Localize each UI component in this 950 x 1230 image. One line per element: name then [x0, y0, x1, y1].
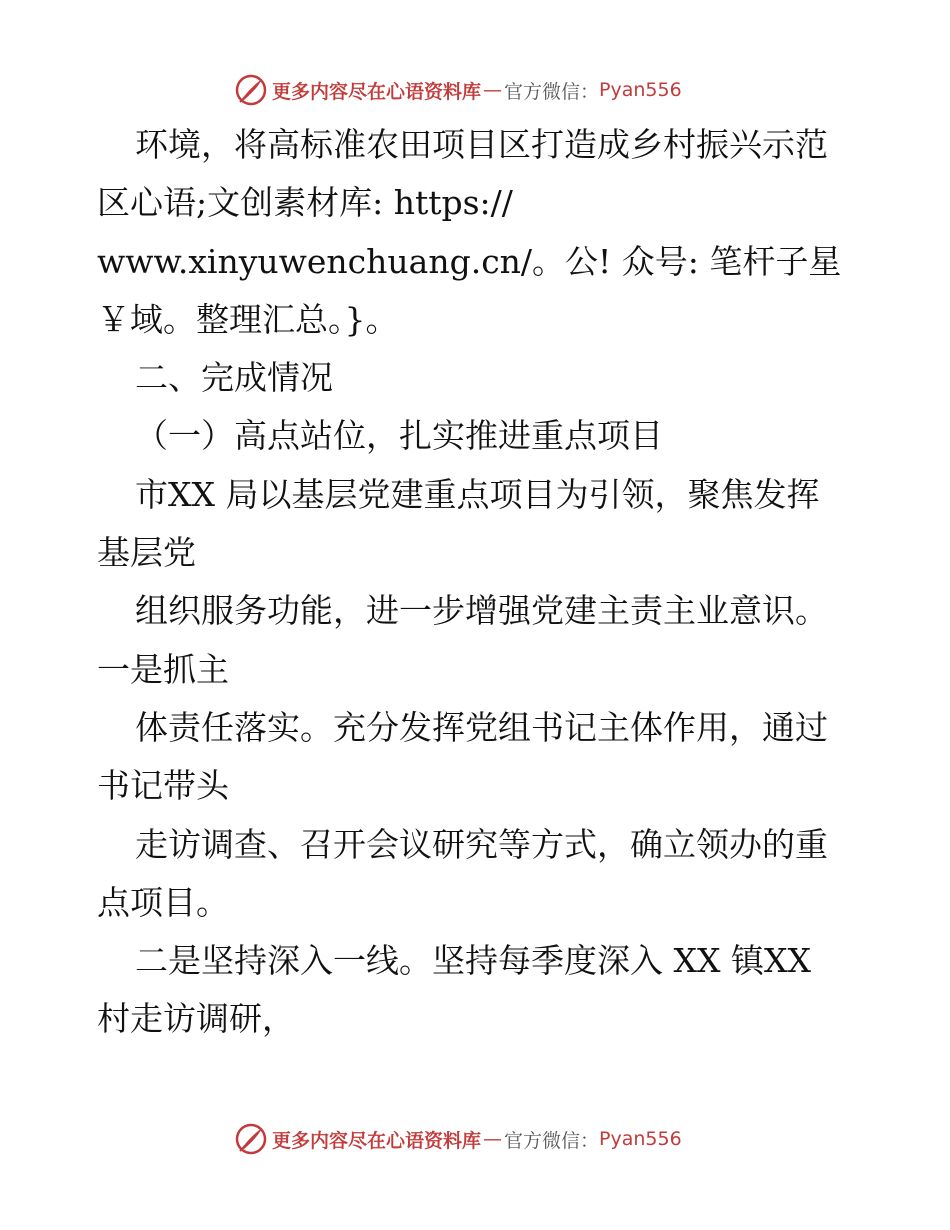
banner-wechat-label: 官方微信：: [504, 1129, 600, 1152]
text-line: 村走访调研，: [97, 999, 295, 1039]
banner-separator: —: [483, 79, 503, 101]
text-line: 二是坚持深入一线。坚持每季度深入 XX 镇XX: [135, 941, 811, 981]
quill-logo-icon: [234, 1122, 268, 1156]
footer-watermark: [234, 1122, 682, 1156]
text-line: 市XX 局以基层党建重点项目为引领，聚焦发挥: [135, 474, 820, 514]
text-line: 一是抓主: [97, 649, 229, 689]
banner-account: Pyan556: [599, 1128, 682, 1150]
banner-brand-text: 更多内容尽在心语资料库: [272, 1129, 482, 1152]
text-line: 书记带头: [97, 766, 229, 806]
text-line: ￥域。整理汇总。}。: [97, 299, 399, 339]
text-line: 组织服务功能，进一步增强党建主责主业意识。: [135, 591, 828, 631]
header-watermark: [234, 73, 682, 107]
section-heading: 二、完成情况: [135, 358, 333, 398]
banner-brand-text: 更多内容尽在心语资料库: [272, 80, 482, 103]
text-line: 基层党: [97, 533, 196, 573]
text-line: 体责任落实。充分发挥党组书记主体作用，通过: [135, 707, 828, 747]
text-line: www.xinyuwenchuang.cn/。公! 众号: 笔杆子星: [97, 241, 842, 281]
text-line: 区心语;文创素材库: https://: [97, 183, 513, 223]
text-line: 点项目。: [97, 882, 229, 922]
banner-account: Pyan556: [599, 79, 682, 101]
banner-wechat-label: 官方微信：: [504, 80, 600, 103]
text-line: 环境，将高标准农田项目区打造成乡村振兴示范: [135, 125, 828, 164]
quill-logo-icon: [234, 73, 268, 107]
text-line: 走访调查、召开会议研究等方式，确立领办的重: [135, 824, 828, 864]
subsection-heading: （一）高点站位，扎实推进重点项目: [135, 416, 663, 456]
banner-separator: —: [483, 1128, 503, 1150]
document-body: [97, 116, 867, 1049]
